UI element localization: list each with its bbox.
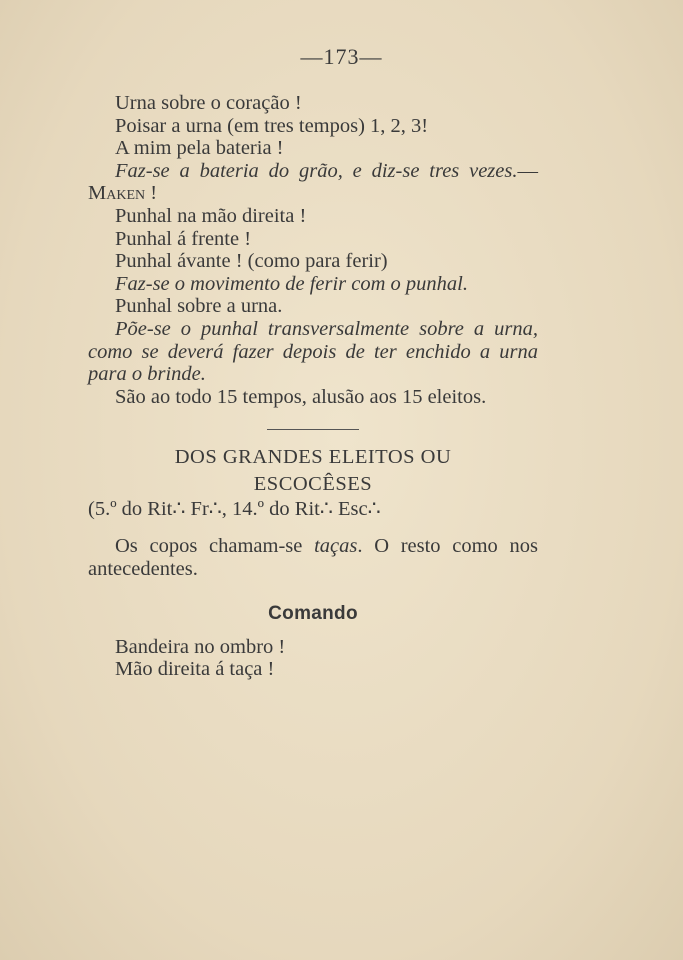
italic-instruction: Põe-se o punhal transversalmente sobre a urna, como se deverá fazer depois de ter enchido a urna para o brinde. (88, 317, 538, 386)
italic-instruction (88, 160, 538, 205)
command-line: Bandeira no ombro ! (115, 635, 286, 658)
text-line: A mim pela bateria ! (115, 137, 284, 160)
section-title: DOS GRANDES ELEITOS OU (174, 446, 452, 469)
page-number: —173— (300, 44, 383, 69)
page-body (88, 92, 538, 681)
section-subtitle: (5.º do Rit∴ Fr∴, 14.º do Rit∴ Esc∴ (88, 498, 381, 521)
text-line: Punhal na mão direita ! (115, 204, 307, 227)
paragraph-italic-word: taças (314, 534, 358, 557)
maken-word: Maken (88, 182, 146, 205)
section-divider (267, 429, 359, 430)
text-line: Punhal ávante ! (como para ferir) (115, 250, 388, 273)
italic-instruction: Faz-se o movimento de ferir com o punhal. (115, 272, 468, 295)
dash: — (517, 159, 538, 182)
paragraph-text-end: . O resto como nos antecedentes. (88, 534, 538, 580)
instruction-text: Faz-se a bateria do grão, e diz-se tres vezes. (115, 159, 518, 182)
command-heading: Comando (268, 603, 358, 625)
text-line: Poisar a urna (em tres tempos) 1, 2, 3! (115, 114, 429, 137)
exclamation: ! (145, 182, 158, 205)
paragraph-text: Os copos chamam-se (115, 534, 315, 557)
command-line: Mão direita á taça ! (115, 658, 275, 681)
section-title-line-2: ESCOCÊSES (253, 473, 373, 496)
text-line: Punhal á frente ! (115, 227, 252, 250)
text-line: São ao todo 15 tempos, alusão aos 15 eleitos. (115, 385, 487, 408)
text-line: Urna sobre o coração ! (115, 92, 302, 114)
text-line: Punhal sobre a urna. (115, 295, 283, 318)
section-paragraph (88, 535, 538, 580)
